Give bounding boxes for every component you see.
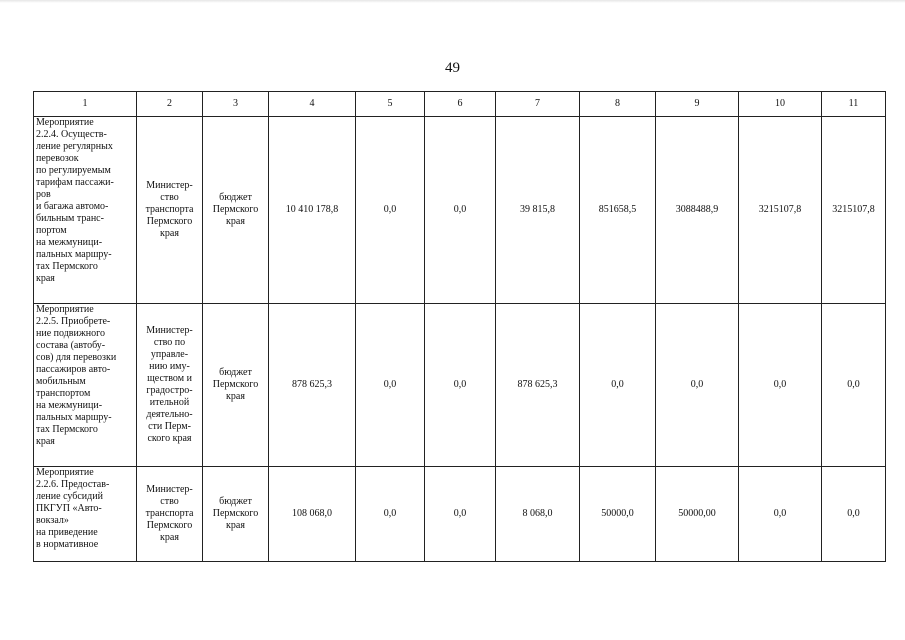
funding-source-text: бюджет Пермского края (212, 367, 259, 402)
table-row (34, 467, 886, 562)
value-cell: 0,0 (425, 304, 496, 467)
value-cell: 851658,5 (580, 117, 656, 304)
value-cell: 878 625,3 (496, 304, 580, 467)
value-cell: 3215107,8 (822, 117, 886, 304)
page-number: 49 (445, 60, 460, 76)
measure-cell (34, 304, 137, 467)
column-header: 4 (269, 92, 356, 117)
column-header: 11 (822, 92, 886, 117)
executor-text: Министер- ство транспорта Пермского края (145, 484, 194, 543)
column-header: 10 (739, 92, 822, 117)
funding-source-cell (203, 304, 269, 467)
funding-source-cell (203, 467, 269, 562)
value-cell: 878 625,3 (269, 304, 356, 467)
value-cell: 108 068,0 (269, 467, 356, 562)
page-top-edge (0, 0, 905, 3)
executor-cell (137, 117, 203, 304)
column-header: 9 (656, 92, 739, 117)
funding-source-cell (203, 117, 269, 304)
value-cell: 0,0 (356, 304, 425, 467)
measure-cell (34, 467, 137, 562)
value-cell: 8 068,0 (496, 467, 580, 562)
value-cell: 50000,0 (580, 467, 656, 562)
funding-source-text: бюджет Пермского края (212, 192, 259, 227)
executor-cell (137, 304, 203, 467)
value-cell: 0,0 (425, 117, 496, 304)
column-header: 1 (34, 92, 137, 117)
value-cell: 0,0 (739, 304, 822, 467)
measure-text: Мероприятие 2.2.4. Осуществ- ление регулярных перевозок по регулируемым тарифам пассажи- ров и багажа автомо- бильным транс- портом на межмуници- пальных маршру- тах Пермского края (36, 117, 114, 284)
funding-source-text: бюджет Пермского края (212, 496, 259, 531)
executor-text: Министер- ство транспорта Пермского края (145, 180, 194, 239)
column-header: 6 (425, 92, 496, 117)
value-cell: 50000,00 (656, 467, 739, 562)
measure-text: Мероприятие 2.2.5. Приобрете- ние подвижного состава (автобу- сов) для перевозки пассажиров авто- мобильным транспортом на межмуници- пальных маршру- тах Пермского края (36, 304, 117, 447)
value-cell: 10 410 178,8 (269, 117, 356, 304)
value-cell: 39 815,8 (496, 117, 580, 304)
value-cell: 3088488,9 (656, 117, 739, 304)
value-cell: 0,0 (739, 467, 822, 562)
budget-table (33, 91, 886, 562)
column-header: 7 (496, 92, 580, 117)
value-cell: 3215107,8 (739, 117, 822, 304)
table-row (34, 304, 886, 467)
column-header: 8 (580, 92, 656, 117)
value-cell: 0,0 (356, 467, 425, 562)
value-cell: 0,0 (822, 304, 886, 467)
column-header: 3 (203, 92, 269, 117)
table-header-row (34, 92, 886, 117)
value-cell: 0,0 (356, 117, 425, 304)
column-header: 5 (356, 92, 425, 117)
value-cell: 0,0 (425, 467, 496, 562)
measure-text: Мероприятие 2.2.6. Предостав- ление субсидий ПКГУП «Авто- вокзал» на приведение в нормативное (36, 467, 110, 550)
executor-text: Министер- ство по управле- нию иму- ществом и градостро- ительной деятельно- сти Перм- ского края (146, 325, 193, 444)
table-row (34, 117, 886, 304)
measure-cell (34, 117, 137, 304)
executor-cell (137, 467, 203, 562)
value-cell: 0,0 (580, 304, 656, 467)
value-cell: 0,0 (822, 467, 886, 562)
column-header: 2 (137, 92, 203, 117)
value-cell: 0,0 (656, 304, 739, 467)
